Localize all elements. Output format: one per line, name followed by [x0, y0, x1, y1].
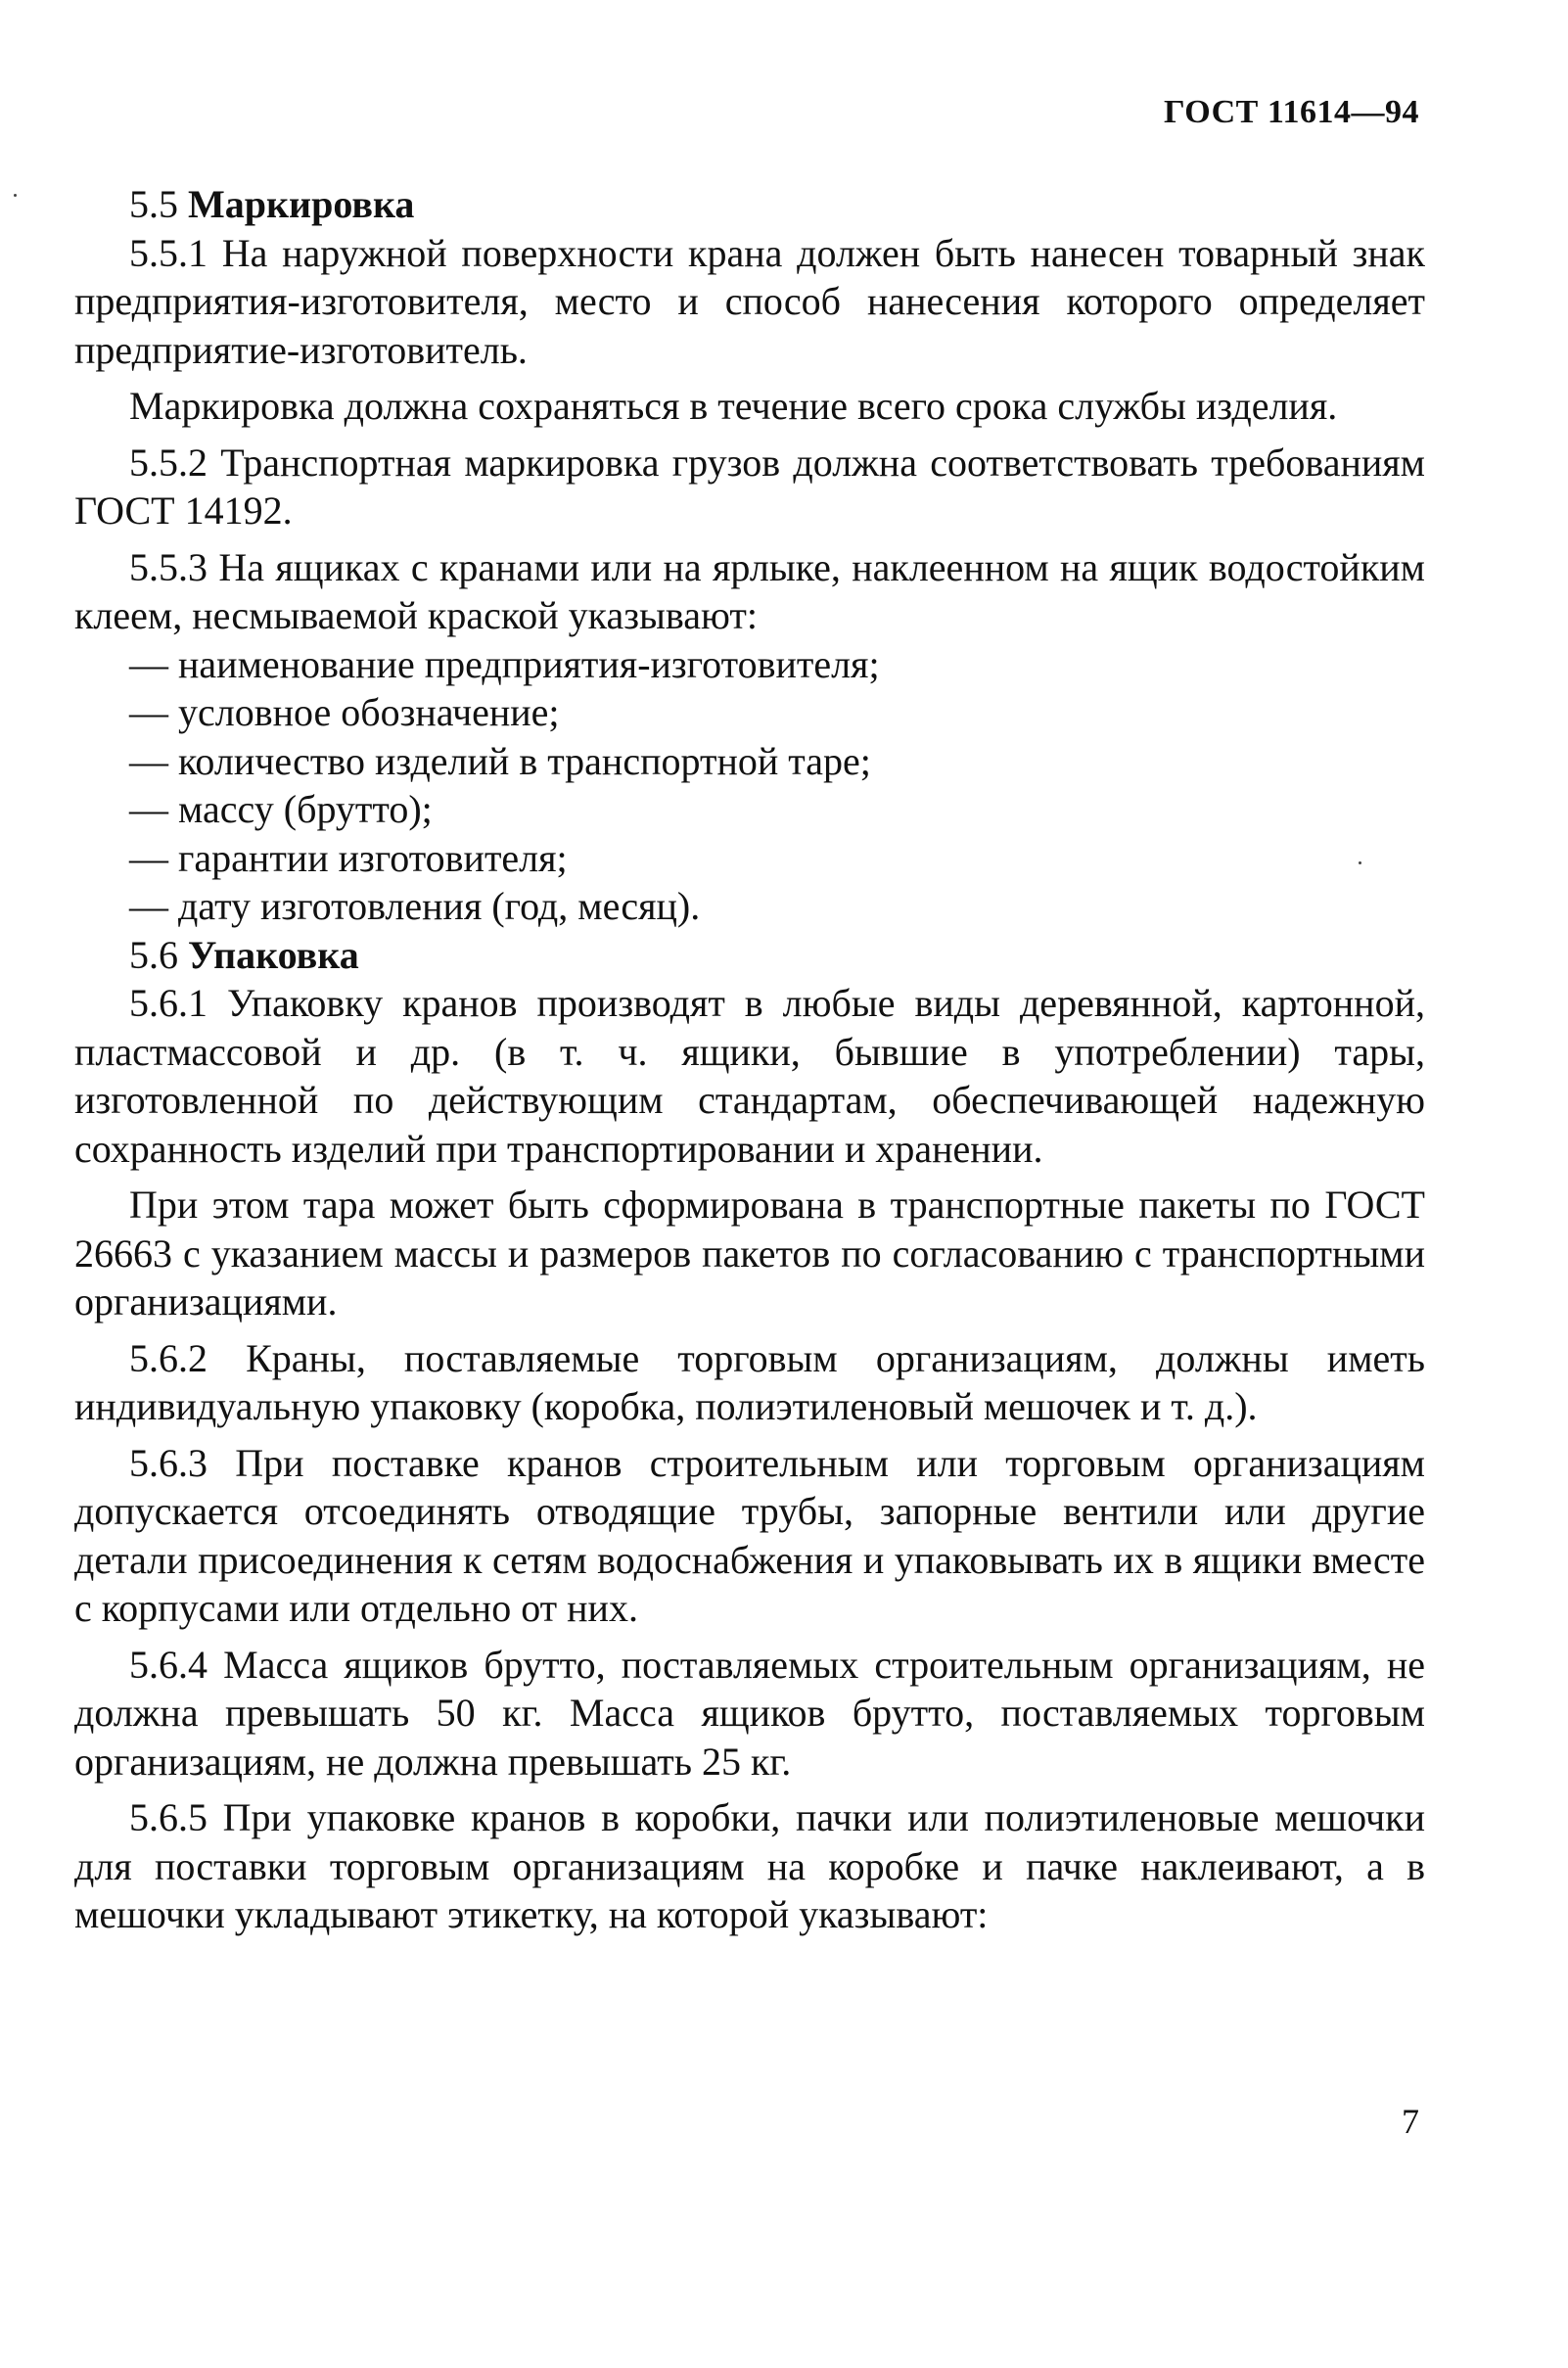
document-body — [74, 180, 1425, 1939]
list-item: — условное обозначение; — [129, 690, 560, 734]
list-item: — наименование предприятия-изготовителя; — [129, 641, 880, 686]
section-title: Упаковка — [188, 932, 359, 977]
standard-code-header: ГОСТ 11614—94 — [1163, 94, 1419, 130]
list-item: — количество изделий в транспортной таре; — [129, 738, 871, 783]
paragraph-5-6-2: 5.6.2 Краны, поставляемые торговым организациям, должны иметь индивидуальную упаковку (коробка, полиэтиленовый мешочек и т. д.). — [74, 1335, 1425, 1428]
paragraph-5-6-5: 5.6.5 При упаковке кранов в коробки, пачки или полиэтиленовые мешочки для поставки торговым организациям на коробке и пачке наклеивают, а в мешочки укладывают этикетку, на которой указывают: — [74, 1795, 1425, 1936]
section-number: 5.5 — [129, 182, 178, 226]
list-item: — массу (брутто); — [129, 787, 433, 831]
paragraph-5-6-1-packages: При этом тара может быть сформирована в транспортные пакеты по ГОСТ 26663 с указанием массы и размеров пакетов по согласованию с транспортными организациями. — [74, 1183, 1425, 1323]
paragraph-5-6-4: 5.6.4 Масса ящиков брутто, поставляемых строительным организациям, не должна превышать 50 кг. Масса ящиков брутто, поставляемых торговым организациям, не должна превышать 25 кг. — [74, 1642, 1425, 1784]
section-title: Маркировка — [188, 182, 415, 226]
paragraph-5-5-1: 5.5.1 На наружной поверхности крана должен быть нанесен товарный знак предприятия-изготовителя, место и способ нанесения которого определяет предприятие-изготовитель. — [74, 230, 1425, 372]
page-number: 7 — [1402, 2102, 1419, 2141]
list-item: — дату изготовления (год, месяц). — [129, 884, 701, 928]
section-heading-5-5 — [74, 180, 1425, 229]
paragraph-5-6-3: 5.6.3 При поставке кранов строительным или торговым организациям допускается отсоединять отводящие трубы, запорные вентили или другие детали присоединения к сетям водоснабжения и упаковывать их в ящики вместе с корпусами или отдельно от них. — [74, 1440, 1425, 1630]
list-item: — гарантии изготовителя; — [129, 835, 568, 880]
paragraph-5-5-2: 5.5.2 Транспортная маркировка грузов должна соответствовать требованиям ГОСТ 14192. — [74, 440, 1425, 533]
paragraph-5-5-1-marking-duration: Маркировка должна сохраняться в течение всего срока службы изделия. — [129, 384, 1338, 428]
section-number: 5.6 — [129, 932, 178, 977]
paragraph-5-5-3: 5.5.3 На ящиках с кранами или на ярлыке, наклеенном на ящик водостойким клеем, несмываемой краской указывают: — [74, 544, 1425, 637]
scan-speck — [1359, 861, 1361, 864]
scan-speck — [14, 194, 17, 197]
paragraph-5-6-1: 5.6.1 Упаковку кранов производят в любые виды деревянной, картонной, пластмассовой и др. (в т. ч. ящики, бывшие в употреблении) тары, изготовленной по действующим стандартам, обеспечивающей надежную сохранность изделий при транспортировании и хранении. — [74, 981, 1425, 1171]
section-heading-5-6 — [74, 931, 1425, 980]
